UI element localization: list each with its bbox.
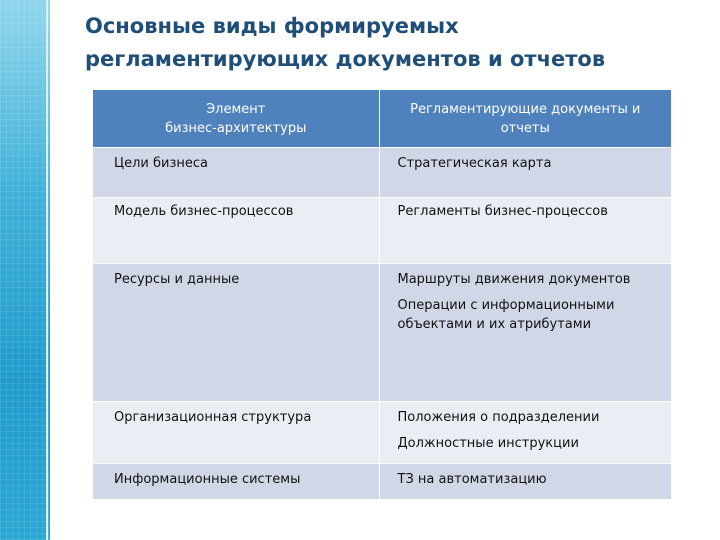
header-business-element-line-2: бизнес-архитектуры — [165, 121, 307, 136]
doc-item: Операции с информационными объектами и их атрибутами — [397, 297, 615, 332]
element-cell: Модель бизнес-процессов — [93, 197, 379, 263]
element-cell: Цели бизнеса — [93, 147, 379, 197]
doc-item: Регламенты бизнес-процессов — [397, 203, 608, 219]
table-header-row — [93, 90, 671, 147]
table-row — [93, 147, 671, 197]
docs-cell — [379, 147, 671, 197]
doc-item: ТЗ на автоматизацию — [397, 471, 547, 487]
doc-item: Должностные инструкции — [397, 435, 579, 451]
table-row — [93, 401, 671, 463]
table-row — [93, 263, 671, 401]
doc-item: Стратегическая карта — [397, 155, 552, 171]
docs-cell — [379, 463, 671, 499]
decorative-side-line — [46, 0, 48, 540]
slide-title — [85, 10, 705, 76]
docs-cell — [379, 401, 671, 463]
doc-item: Положения о подразделении — [397, 409, 600, 425]
table-row — [93, 463, 671, 499]
header-business-element-line-1: Элемент — [206, 102, 266, 117]
header-regulating-docs — [379, 90, 671, 147]
slide-title-line-1: Основные виды формируемых — [85, 14, 459, 38]
docs-cell — [379, 197, 671, 263]
table-row — [93, 197, 671, 263]
header-regulating-docs-line-2: отчеты — [500, 121, 550, 136]
element-cell: Ресурсы и данные — [93, 263, 379, 401]
documents-table — [93, 90, 671, 499]
element-cell: Информационные системы — [93, 463, 379, 499]
doc-item: Маршруты движения документов — [397, 271, 631, 287]
header-business-element — [93, 90, 379, 147]
slide-title-line-2: регламентирующих документов и отчетов — [85, 47, 606, 71]
decorative-side-band — [0, 0, 50, 540]
docs-cell — [379, 263, 671, 401]
element-cell: Организационная структура — [93, 401, 379, 463]
header-regulating-docs-line-1: Регламентирующие документы и — [410, 102, 641, 117]
